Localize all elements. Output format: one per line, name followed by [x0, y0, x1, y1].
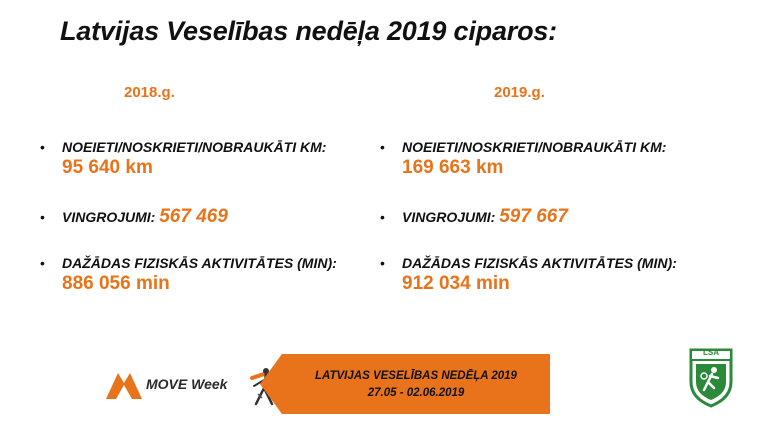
bullet: •	[40, 209, 45, 225]
bullet: •	[380, 209, 385, 225]
stats-column-2018	[40, 138, 360, 314]
move-week-label: MOVE Week	[146, 376, 228, 392]
exercises-value: 597 667	[499, 206, 568, 227]
bullet: •	[40, 255, 45, 271]
distance-value: 95 640 km	[62, 157, 153, 178]
activities-value: 886 056 min	[62, 273, 170, 294]
move-week-logo-icon	[104, 367, 144, 401]
event-title: LATVIJAS VESELĪBAS NEDĒĻA 2019	[315, 370, 517, 382]
exercises-label: VINGROJUMI:	[402, 209, 496, 225]
banner-arrow	[260, 354, 282, 414]
distance-value: 169 663 km	[402, 157, 504, 178]
stat-exercises	[380, 208, 700, 254]
stat-activities	[40, 254, 360, 314]
page-title: Latvijas Veselības nedēļa 2019 ciparos:	[60, 16, 557, 46]
distance-label: NOEIETI/NOSKRIETI/NOBRAUKĀTI KM:	[402, 139, 667, 155]
bullet: •	[40, 139, 45, 155]
stats-column-2019	[380, 138, 700, 314]
bullet: •	[380, 139, 385, 155]
stat-exercises	[40, 208, 360, 254]
shield-label: LSA	[703, 348, 719, 357]
exercises-value: 567 469	[159, 206, 228, 227]
activities-value: 912 034 min	[402, 273, 510, 294]
stat-activities	[380, 254, 700, 314]
year-2019-heading: 2019.g.	[494, 84, 545, 101]
distance-label: NOEIETI/NOSKRIETI/NOBRAUKĀTI KM:	[62, 139, 327, 155]
activities-label: DAŽĀDAS FIZISKĀS AKTIVITĀTES (MIN):	[62, 255, 337, 271]
stat-distance	[40, 138, 360, 208]
exercises-label: VINGROJUMI:	[62, 209, 156, 225]
event-dates: 27.05 - 02.06.2019	[367, 387, 465, 399]
sports-shield-logo	[688, 346, 734, 408]
stat-distance	[380, 138, 700, 208]
move-week-logo	[104, 367, 230, 401]
bullet: •	[380, 255, 385, 271]
event-banner	[282, 354, 550, 414]
activities-label: DAŽĀDAS FIZISKĀS AKTIVITĀTES (MIN):	[402, 255, 677, 271]
year-2018-heading: 2018.g.	[124, 84, 175, 101]
